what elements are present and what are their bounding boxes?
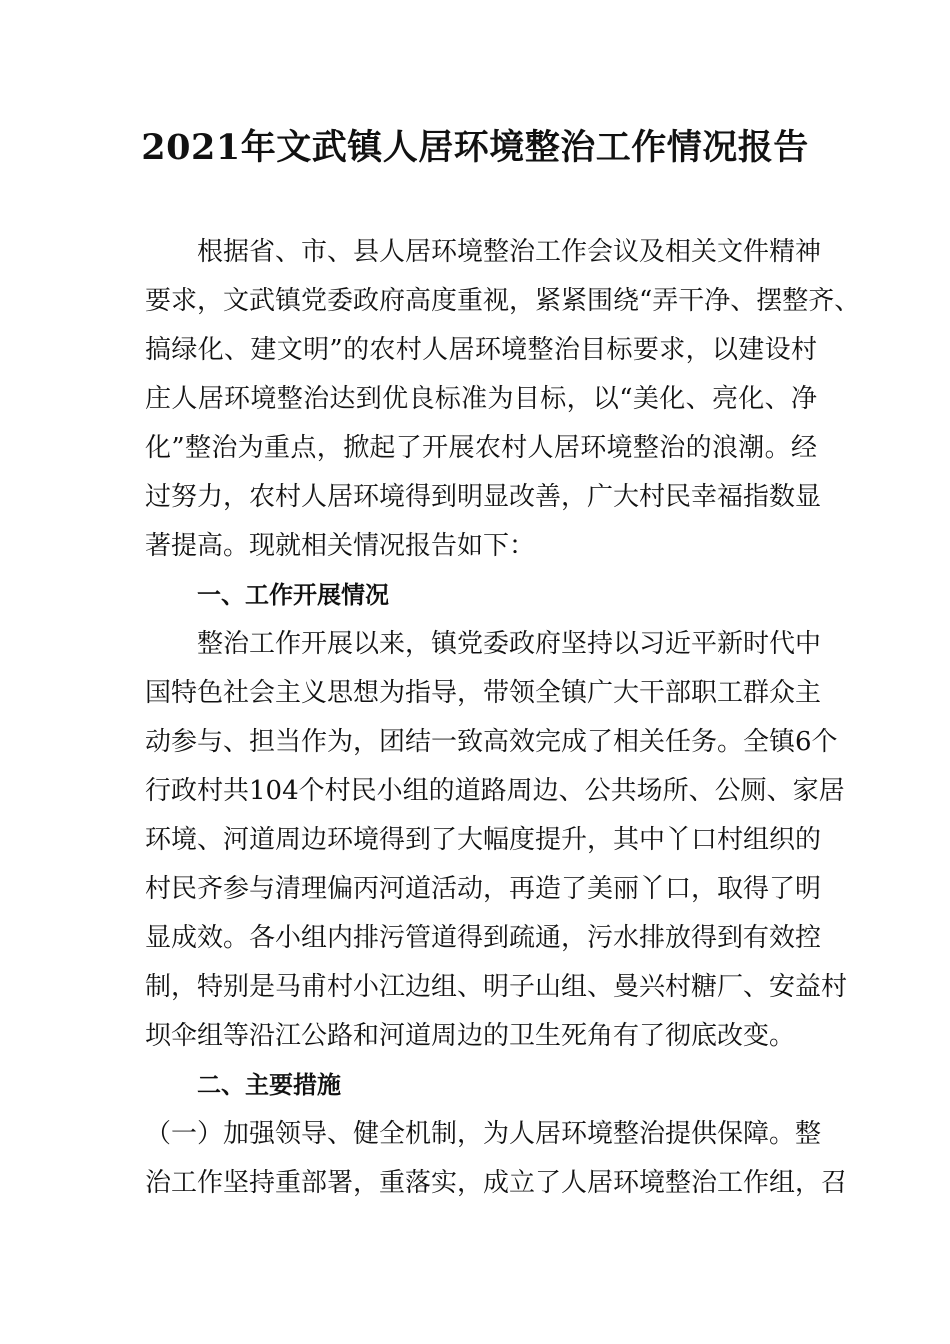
paragraph-line: 根据省、市、县人居环境整治工作会议及相关文件精神 — [197, 237, 822, 267]
paragraph-line: 行政村共104个村民小组的道路周边、公共场所、公厕、家居 — [145, 776, 845, 806]
document-title: 2021年文武镇人居环境整治工作情况报告 — [141, 127, 809, 168]
section-heading: 二、主要措施 — [197, 1071, 341, 1099]
paragraph-line: 化”整治为重点，掀起了开展农村人居环境整治的浪潮。经 — [145, 433, 817, 463]
paragraph-line: 搞绿化、建文明”的农村人居环境整治目标要求，以建设村 — [145, 335, 817, 365]
paragraph-line: （一）加强领导、健全机制，为人居环境整治提供保障。整 — [145, 1119, 822, 1149]
section-heading: 一、工作开展情况 — [197, 581, 389, 609]
paragraph-line: 制，特别是马甫村小江边组、明子山组、曼兴村糖厂、安益村 — [145, 972, 848, 1002]
paragraph-line: 显成效。各小组内排污管道得到疏通，污水排放得到有效控 — [145, 923, 822, 953]
paragraph-line: 治工作坚持重部署，重落实，成立了人居环境整治工作组，召 — [145, 1168, 848, 1198]
paragraph-line: 过努力，农村人居环境得到明显改善，广大村民幸福指数显 — [145, 482, 822, 512]
paragraph-line: 整治工作开展以来，镇党委政府坚持以习近平新时代中 — [197, 629, 822, 659]
paragraph-line: 著提高。现就相关情况报告如下： — [145, 531, 536, 561]
paragraph-line: 坝伞组等沿江公路和河道周边的卫生死角有了彻底改变。 — [145, 1021, 796, 1051]
paragraph-line: 环境、河道周边环境得到了大幅度提升，其中丫口村组织的 — [145, 825, 822, 855]
paragraph-line: 国特色社会主义思想为指导，带领全镇广大干部职工群众主 — [145, 678, 822, 708]
paragraph-line: 要求，文武镇党委政府高度重视，紧紧围绕“弄干净、摆整齐、 — [145, 286, 861, 316]
paragraph-line: 村民齐参与清理偏丙河道活动，再造了美丽丫口，取得了明 — [145, 874, 822, 904]
paragraph-line: 庄人居环境整治达到优良标准为目标，以“美化、亮化、净 — [145, 384, 817, 414]
paragraph-line: 动参与、担当作为，团结一致高效完成了相关任务。全镇6个 — [145, 727, 838, 757]
document-body — [145, 228, 861, 1208]
